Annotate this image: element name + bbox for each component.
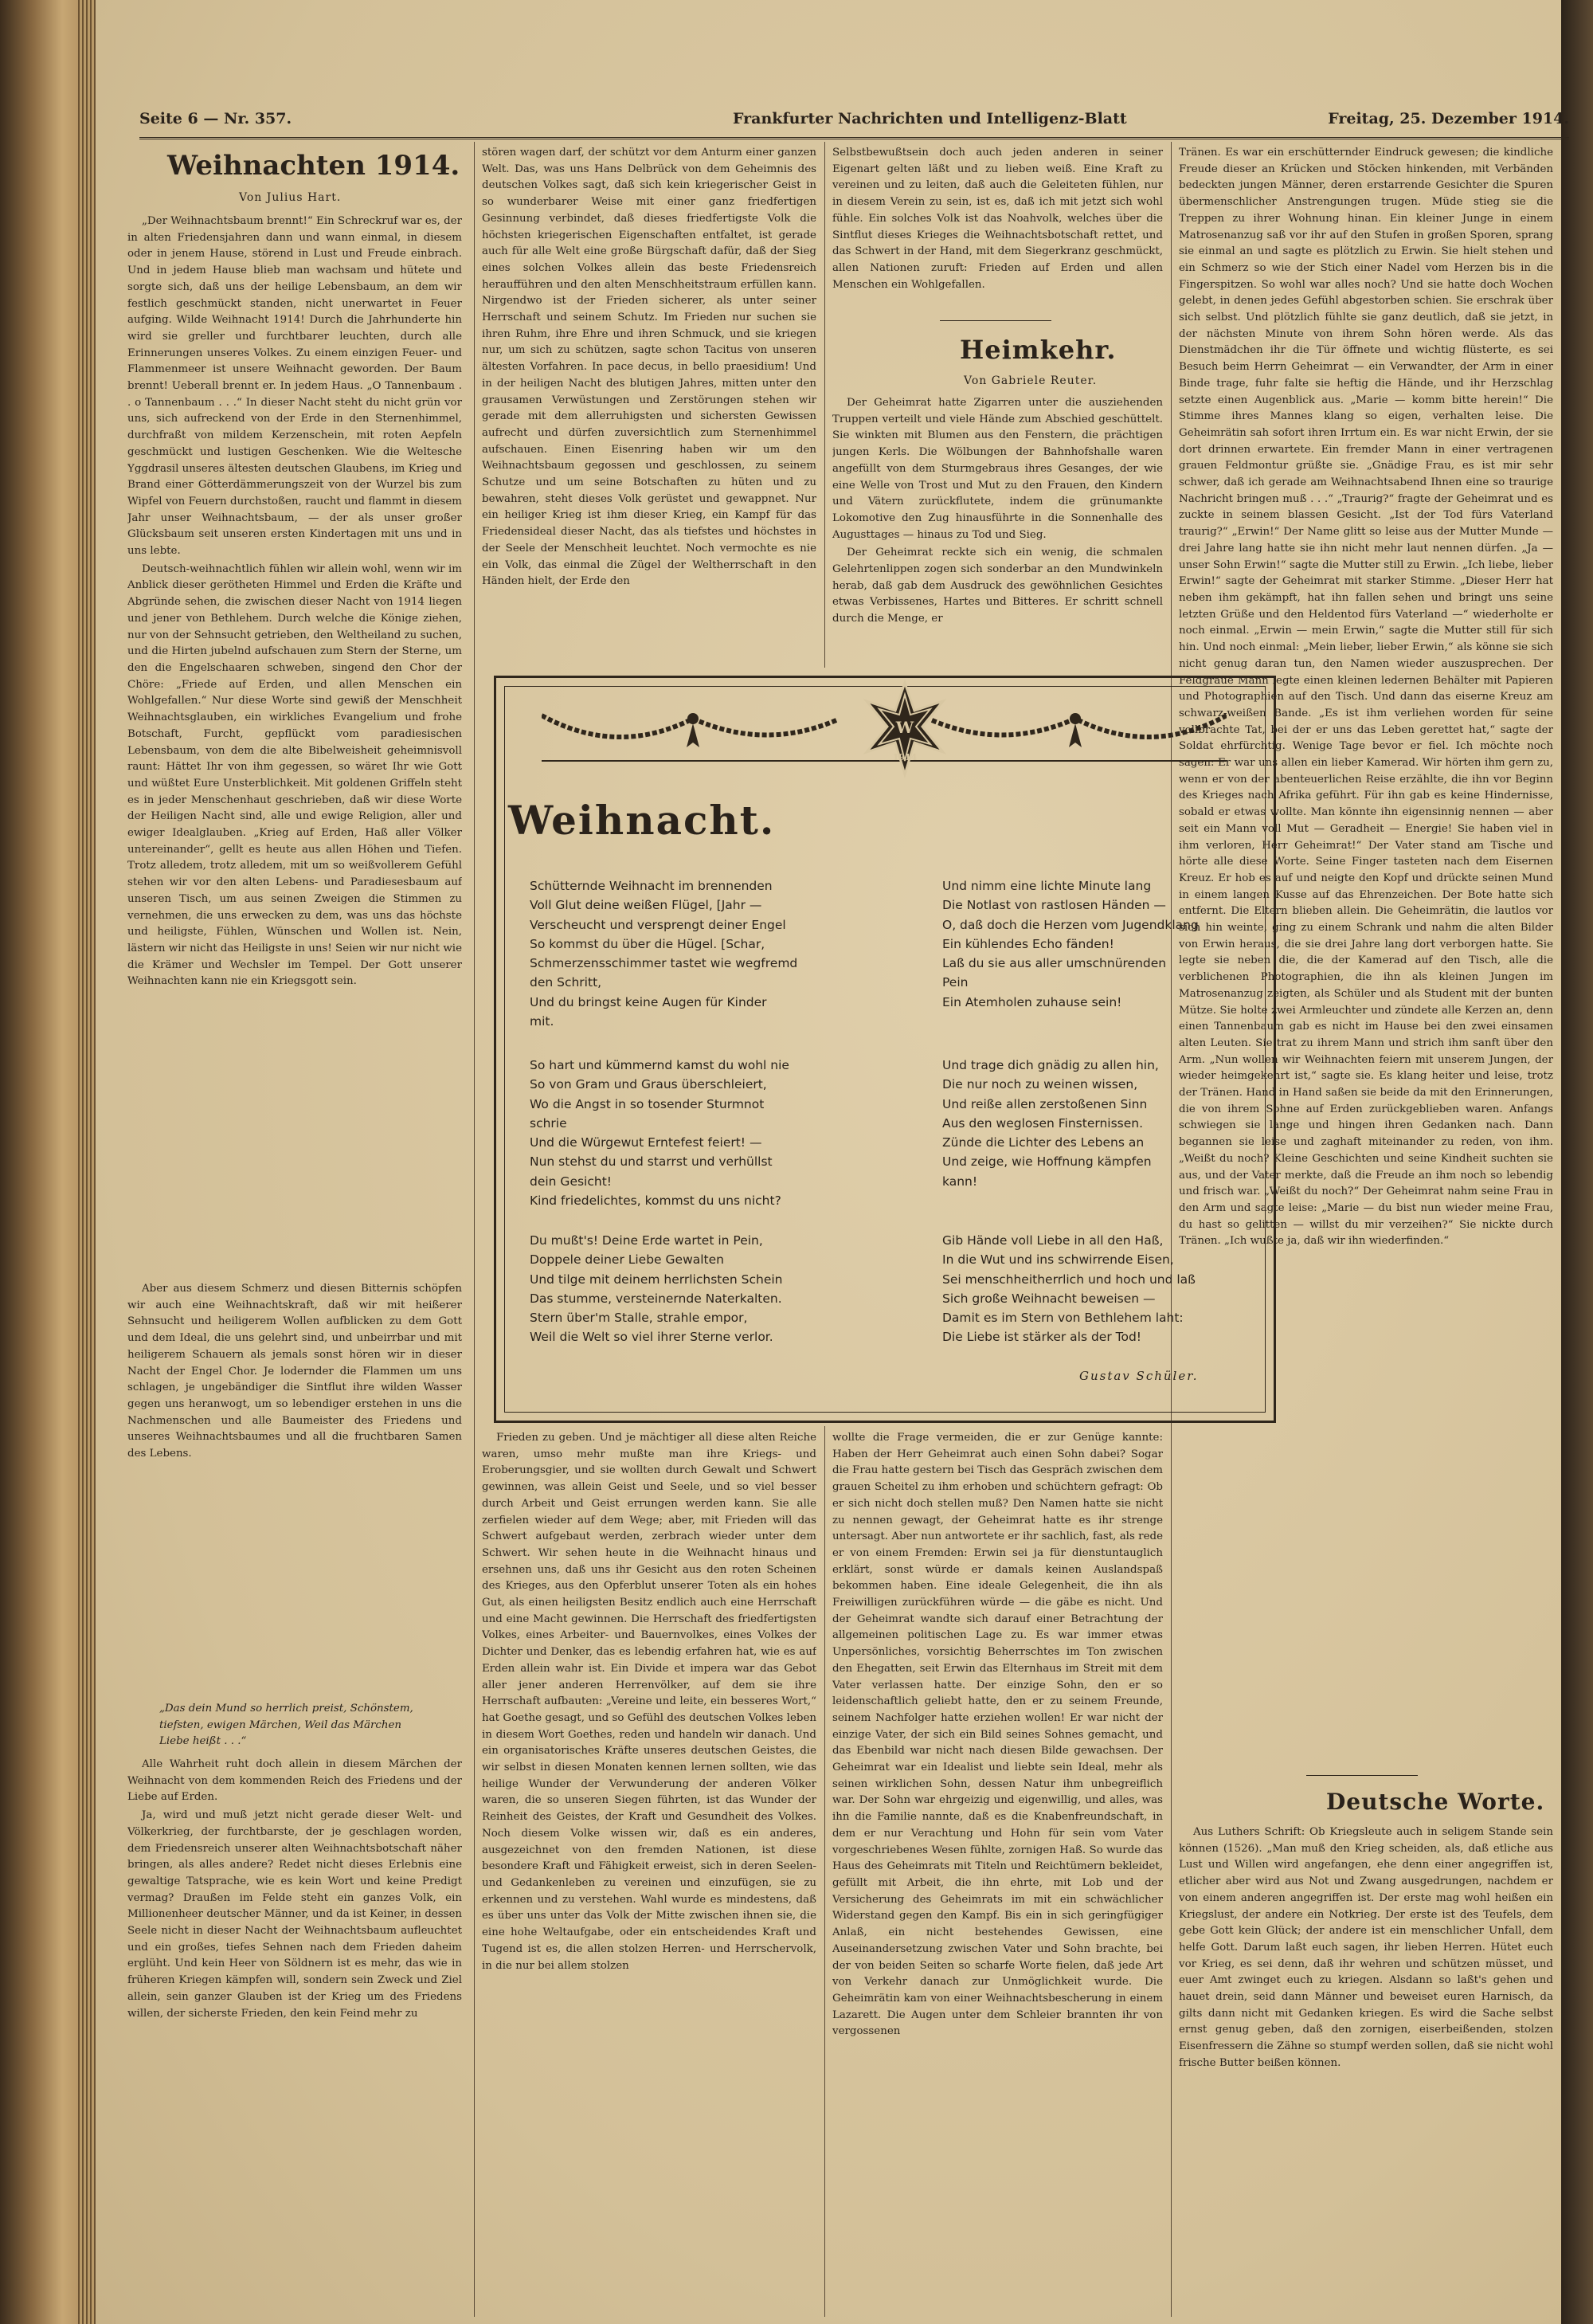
poem-line: Sich große Weihnacht beweisen — [942,1291,1156,1306]
poem-line: Und die Würgewut Erntefest feiert! — [530,1135,762,1150]
page-header [139,110,1569,134]
poem-line: Und du bringst keine Augen für Kinder [530,994,767,1009]
cross-year: 1914 [892,752,918,762]
poem-line: Stern über'm Stalle, strahle empor, [530,1311,748,1326]
poem-author: Gustav Schüler. [1079,1369,1199,1383]
poem-line: Sei menschheitherrlich und hoch und laß [942,1272,1196,1287]
poem-stanza [530,876,797,1031]
paragraph: Frieden zu geben. Und je mächtiger all diese alten Reiche waren, umso mehr mußte man ihre Kriegs- und Eroberungsgier, und sie wollten durch Gewalt und Schwert gewinnen, was allein Geist und Seele, und so viel besser durch Arbeit und Geist errungen werden kann. Sie alle zerfielen wieder auf dem Wege; aber, mit Frieden will das Schwert aufgebaut werden, zerbrach wieder unter dem Schwert. Wir sehen heute in die Weihnacht hinaus und ersehnen uns, daß uns ihr Gesicht aus den roten Scheinen des Krieges, aus den Opferblut unserer Toten als ein hohes Gut, als einen heiligsten Besitz endlich auch eine Herrschaft und eine Macht gewinnen. Die Herrschaft des friedfertigsten Volkes, eines Arbeiter- und Bauernvolkes, eines Volkes der Dichter und Denker, das es lebendig erfahren hat, wie es auf Erden allein wahr ist. Ein Divide et impera war das Gebot aller jener anderen Herrenvölker, auf dem sie ihre Herrschaft aufbauten: „Vereine und leite, ein besseres Wort,“ hat Goethe gesagt, und so Gefühl des deutschen Volkes leben in diesem Wort Goethes, reden und handeln wir danach. Und ein organisatorisches Kräfte unseres deutschen Geistes, die wir selbst in diesen Monaten kennen lernen sollten, wie das heilige Wunder der Verwunderung der anderen Völker waren, die so unseren Siegen führten, ist das Wunder der Reinheit des Geistes, der Kraft und Gesundheit des Volkes. Noch diesem Volke wissen wir, daß es ein anderes, ausgezeichnet von den fremden Nationen, ist diese besondere Kraft und Fähigkeit erweist, sich in deren Seelen- und Gedankenleben zu vereinen und einzufügen, sie zu erkennen und zu verstehen. Wahl wurde es mindestens, daß es über uns unter das Volk der Mitte zwischen ihnen sie, die eine hohe Weltaufgabe, oder ein entscheidendes Kraft und Tugend ist es, die allen stolzen Herren- und Herrschervolk, in die nur bei allem stolzen [482,1432,816,1972]
article-title: Weihnachten 1914. [167,150,460,182]
paragraph: Aus Luthers Schrift: Ob Kriegsleute auch in seligem Stande sein können (1526). „Man muß den Krieg scheiden, als, daß etliche aus Lust und Willen wird angefangen, ehe denn einer angegriffen ist, etlicher aber wird aus Not und Zwang ausgedrungen, nachdem er von einem anderen angegriffen ist. Der erste mag wohl heißen ein Kriegslust, der andere ein Notkrieg. Der erste ist des Teufels, dem gebe Gott kein Glück; der andere ist ein menschlicher Unfall, dem helfe Gott. Darum laßt euch sagen, ihr lieben Herren. Hütet euch vor Krieg, es sei denn, daß ihr wehren und schützen müsset, und euer Amt zwinget euch zu kriegen. Alsdann so laßt's gehen und hauet drein, seid dann Männer und beweiset euren Harnisch, da gilts dann nicht mit Gedanken kriegen. Es wird die Sache selbst ernst genug geben, daß den zornigen, eiserbeißenden, stolzen Eisenfressern die Zähne so stumpf werden sollen, daß sie nicht wohl frische Butter beißen können. [1179,1826,1553,2069]
article-column [127,214,462,1277]
poem-line: Ein kühlendes Echo fänden! [942,936,1114,951]
poem-line: Und trage dich gnädig zu allen hin, [942,1058,1159,1072]
poem-line: Und zeige, wie Hoffnung kämpfen [942,1154,1152,1170]
poem-line: Doppele deiner Liebe Gewalten [530,1252,724,1268]
article-title: Heimkehr. [960,335,1117,365]
paragraph: Der Geheimrat reckte sich ein wenig, die schmalen Gelehrtenlippen zogen sich sonderbar an den Mundwinkeln herab, daß gab dem Ausdruck des gewöhnlichen Gesichtes etwas Verbissenes, Hartes und Bitteres. Er schritt schnell durch die Menge, er [832,547,1163,625]
poem-stanza [942,1056,1159,1191]
newspaper-page [96,0,1569,2324]
article-column [832,395,1163,666]
poem-line: Wo die Angst in so tosender Sturmnot [530,1096,765,1111]
column-rule [824,1426,825,2317]
article-column [127,1757,462,2314]
section-divider [1306,1775,1418,1776]
article-continuation [832,145,1163,316]
next-page-strip [1561,0,1593,2324]
article-column [127,1281,462,1695]
issue-date: Freitag, 25. Dezember 1914. [1328,110,1569,127]
column-rule [474,142,475,2317]
cross-letter: W [895,718,914,737]
poem-line: mit. [530,1014,554,1029]
paragraph: „Der Weihnachtsbaum brennt!“ Ein Schreckruf war es, der in alten Friedensjahren dann und wann einmal, in diesem oder in jenem Hause, störend in Lust und Freude einbrach. Und in jedem Hause blieb man wachsam und hütete und sorgte sich, daß uns der heilige Lebensbaum, an dem wir festlich geschmückt standen, nicht unerwartet in Feuer aufging. Wilde Weihnacht 1914! Durch die Jahrhunderte hin wird sie greller und furchtbarer leuchten, durch alle Erinnerungen unseres Volkes. Zu einem einzigen Feuer- und Flammenmeer ist unsere Weihnacht geworden. Der Baum brennt! Ueberall brennt er. In jedem Haus. „O Tannenbaum . . o Tannenbaum . . .“ In dieser Nacht steht du nicht grün vor uns, sich aufreckend von der Erde in den Sternenhimmel, durchfraßt von mildem Kerzenschein, mit roten Aepfeln geschmückt und lustigen Geschenken. Wie die Weltesche Yggdrasil unseres ältesten deutschen Glaubens, im Krieg und Brand einer Götterdämmerungszeit von der Wurzel bis zum Wipfel von Feuern durchstoßen, raucht und flammt in diesem Jahr unser Weihnachtsbaum, — der als unser großer Glücksbaum seit unseren ersten Kindertagen mit uns und in uns lebte. [127,215,462,558]
poem-line: Die Liebe ist stärker als der Tod! [942,1330,1142,1345]
poem-line: O, daß doch die Herzen vom Jugendklang [942,917,1199,932]
poem-line: dein Gesicht! [530,1174,612,1189]
poem-line: Und nimm eine lichte Minute lang [942,879,1152,893]
article-continuation [482,1430,816,2314]
poem-title: Weihnacht. [508,797,776,844]
column-rule [824,142,825,668]
poem-line: In die Wut und ins schwirrende Eisen, [942,1252,1174,1268]
paragraph: Alle Wahrheit ruht doch allein in diesem Märchen der Weihnacht von dem kommenden Reich des Friedens und der Liebe auf Erden. [127,1758,462,1804]
section-divider [940,320,1051,321]
poem-line: So kommst du über die Hügel. [Schar, [530,936,765,951]
page-number: Seite 6 — Nr. 357. [139,110,292,127]
poem-line: Schütternde Weihnacht im brennenden [530,879,773,893]
poem-line: Die Notlast von rastlosen Händen — [942,898,1166,913]
paragraph: Tränen. Es war ein erschütternder Eindruck gewesen; die kindliche Freude dieser an Krücken und Stöcken hinkenden, mit Verbänden bedeckten jungen Männer, deren erstarrende Gesichter die Spuren übermenschlicher Anstrengungen trugen. Müde stieg sie die Treppen zu ihrer Wohnung hinan. Ein kleiner Junge in einem Matrosenanzug saß vor ihr auf den Stufen in großen Sporen, sprang sie einmal an und sagte es plötzlich zu Erwin. Sie hielt stehen und ein Schmerz so wie der Stich einer Nadel vom Herzen bis in die Fingerspitzen. So wohl war alles noch? Und sie hatte doch Wochen gelebt, in denen jedes Gefühl abgestorben schien. Sie erschrak über sich selbst. Und plötzlich fühlte sie ganz deutlich, daß sie jetzt, in der nächsten Minute von ihrem Sohn hören werde. Als das Dienstmädchen ihr die Tür öffnete und wichtig flüsterte, es sei Besuch beim Herrn Geheimrat — ein Verwandter, der Arm in einer Binde trage, fuhr falte sie heftig die Hände, und ihr Herzschlag setzte einen Augenblick aus. „Marie — komm bitte herein!“ Die Stimme ihres Mannes klang so eigen, verhalten leise. Die Geheimrätin sah sofort ihren Irrtum ein. Es war nicht Erwin, der sie dort drinnen erwartete. Ein fremder Mann in einer vertragenen grauen Feldmontur grüßte sie. „Gnädige Frau, es ist mir sehr schwer, daß ich gerade am Weihnachtsabend Ihnen eine so traurige Nachricht bringen muß . . .“ „Traurig?“ fragte der Geheimrat und es zuckte in seinem blassen Gesicht. „Ist der Tod fürs Vaterland traurig?“ „Erwin!“ Der Name glitt so leise aus der Mutter Munde — drei Jahre lang hatte sie ihn nicht mehr laut nennen dürfen. „Ja — unser Sohn Erwin!“ sagte die Mutter still zu Erwin. „Ich liebe, lieber Erwin!“ sagte der Geheimrat mit starker Stimme. „Dieser Herr hat neben ihm gekämpft, hat ihn fallen sehen und bringt uns seine letzten Grüße und den Heldentod fürs Vaterland —“ wiederholte er noch einmal. „Erwin — mein Erwin,“ sagte die Mutter still für sich hin. Und noch einmal: „Mein lieber, lieber Erwin,“ als könne sie sich nicht genug daran tun, den Namen wieder auszusprechen. Der Feldgraue Mann legte einen kleinen ledernen Behälter mit Papieren und Photographien auf den Tisch. Und dann das eiserne Kreuz am schwarz-weißen Bande. „Es ist ihm verliehen worden für seine vollbrachte Tat, bei der er uns das Leben gerettet hat,“ sagte der Soldat ehrfürchtig. Wenige Tage bevor er fiel. Ich möchte noch sagen: Er war uns allen ein lieber Kamerad. Wir hörten ihm gern zu, wenn er von der abenteuerlichen Reise erzählte, die ihn vor Beginn des Krieges nach Afrika geführt. Für ihn gab es keine Hindernisse, sobald er etwas wollte. Man könnte ihn eigensinnig nennen — aber seit ein Mann voll Mut — Geradheit — Energie! Sie haben viel in ihm verloren, Herr Geheimrat!“ Der Vater stand am Tische und hörte alle diese Worte. Seine Finger tasteten nach dem Eisernen Kreuz. Er hob es auf und neigte den Kopf und drückte seinen Mund in einem langen Kusse auf das Ehrenzeichen. Der Bote hatte sich entfernt. Die Eltern blieben allein. Die Geheimrätin, die lautlos vor sich hin weinte, ging zu einem Schrank und nahm die alten Bilder von Erwin heraus, die sie drei Jahre lang dort verborgen hatte. Sie legte sie neben die, die der Kamerad auf den Tisch, alle die verblichenen Photographien, die ihn als kleinen Jungen im Matrosenanzug zeigten, als Schüler und als Student mit der bunten Mütze. Sie holte zwei Armleuchter und zündete alle Kerzen an, denn einen Tannenbaum gab es nicht im Hause bei den zwei einsamen alten Leuten. Sie trat zu ihrem Mann und strich ihm sanft über den Arm. „Nun wollen wir Weihnachten feiern mit unserem Jungen, der wieder heimgekehrt ist,“ sagte sie. Es klang heiter und leise, trotz der Tränen. Hand in Hand saßen sie beide da mit den Erinnerungen, die von ihrem Sohne auf Erden zurückgeblieben waren. Anfangs schwiegen sie lange und hingen ihren Gedanken nach. Dann begannen sie leise und zaghaft miteinander zu reden, von ihm. „Weißt du noch? Kleine Geschichten und seine Kindheit suchten sie aus, und der Vater merkte, daß die Freude an ihm noch so lebendig und frisch war. „Weißt du noch?“ Der Geheimrat nahm seine Frau in den Arm und sagte leise: „Marie — du bist nun wieder meine Frau, du hast so gelitten — willst du mir verzeihen?“ Sie nickte durch Tränen. „Ich wußte ja, daß wir ihn wiederfinden.“ [1179,147,1553,1248]
poem-line: Voll Glut deine weißen Flügel, [Jahr — [530,898,762,913]
poem-line: Aus den weglosen Finsternissen. [942,1115,1144,1131]
quote-text: „Das dein Mund so herrlich preist, Schönstem, tiefsten, ewigen Märchen, Weil das Märchen Liebe heißt . . .“ [159,1703,413,1748]
poem-line: Die nur noch zu weinen wissen, [942,1077,1138,1092]
poem-line: Verscheucht und versprengt deiner Engel [530,917,786,932]
article-continuation [482,145,816,664]
paragraph: Ja, wird und muß jetzt nicht gerade dieser Welt- und Völkerkrieg, der furchtbarste, der je geschlagen worden, dem Friedensreich unserer alten Weihnachtsbotschaft näher bringen, als alles andere? Redet nicht dieses Erlebnis eine gewaltige Tatsprache, wie es kein Wort und keine Predigt vermag? Draußen im Felde steht ein ganzes Volk, ein Millionenheer deutscher Männer, und da ist Keiner, in dessen Seele nicht in dieser Nacht der Weihnachtsbaum aufleuchtet und ein großes, tiefes Sehnen nach dem Frieden daheim erglüht. Und kein Heer von Söldnern ist es mehr, das wie in früheren Kriegen kämpfen will, sondern sein Zweck und Ziel allein, sein ganzer Glauben ist der Krieg um des Friedens willen, der sicherste Frieden, den kein Feind mehr zu [127,1809,462,2020]
paragraph: Der Geheimrat hatte Zigarren unter die ausziehenden Truppen verteilt und viele Hände zum Abschied geschüttelt. Sie winkten mit Blumen aus den Fenstern, die prächtigen jungen Kerls. Die Wölbungen der Bahnhofshalle waren angefüllt von dem Sturmgebraus ihres Gesanges, der wie eine Welle von Trost und Mut zu den Frauen, den Kindern und Vätern zurückflutete, indem die grünumankte Lokomotive den Zug hinausführte in die Sonnenhalle des Augusttages — hinaus zu Tod und Sieg. [832,397,1163,541]
poem-stanza [530,1056,789,1210]
poem-line: Gib Hände voll Liebe in all den Haß, [942,1233,1164,1248]
paragraph: stören wagen darf, der schützt vor dem Anturm einer ganzen Welt. Das, was uns Hans Delbrück von dem Geheimnis des deutschen Volkes sagt, daß sich kein kriegerischer Geist in so wunderbarer Weise mit einer ganz friedfertigen Gesinnung verbindet, daß dieses friedfertigste Volk die höchsten kriegerischen Eigenschaften entfaltet, ist gerade auch für alle Welt eine große Bürgschaft dafür, daß der Sieg eines solchen Volkes allein das beste Friedensreich heraufführen und den alten Menschheitstraum erfüllen kann. Nirgendwo ist der Frieden sicherer, als unter seiner Herrschaft und seinem Schutz. Im Frieden nur suchen sie ihren Ruhm, ihre Ehre und ihren Schmuck, und sie kriegen nur, um sich zu schützen, sagte schon Tacitus von unseren ältesten Vorfahren. In pace decus, in bello praesidium! Und in der heiligen Nacht des blutigen Jahres, mitten unter den grausamen Verwüstungen und Zerstörungen stehen wir gerade mit dem allerruhigsten und sichersten Gewissen aufrecht und dürfen zuversichtlich zum Sternenhimmel aufschauen. Einen Eisenring haben wir um den Weihnachtsbaum gegossen und geschlossen, zu seinem Schutze und um seine Botschaften zu hüten und zu bewahren, steht dieses Volk gerüstet und gewappnet. Nur ein heiliger Krieg ist ihm dieser Krieg, ein Kampf für das Friedensideal dieser Nacht, das als tiefstes und höchstes in der Seele der Menschheit leuchtet. Noch vermochte es nie ein Volk, das einmal die Zügel der Weltherrschaft in den Händen hielt, der Erde den [482,147,816,588]
page-edges [78,0,96,2324]
poem-line: Zünde die Lichter des Lebens an [942,1135,1145,1150]
article-byline: Von Julius Hart. [239,191,342,204]
poem-line: Das stumme, versteinernde Naterkalten. [530,1291,782,1306]
poem-line: So von Gram und Graus überschleiert, [530,1077,767,1092]
poem-line: Kind friedelichtes, kommst du uns nicht? [530,1193,781,1209]
poem-line: Pein [942,975,969,990]
poem-line: So hart und kümmernd kamst du wohl nie [530,1058,789,1072]
poem-stanza [942,1231,1196,1347]
poem-line: kann! [942,1174,978,1189]
masthead: Frankfurter Nachrichten und Intelligenz-Blatt [733,110,1127,127]
article-column [832,1430,1163,2314]
paragraph: Deutsch-weihnachtlich fühlen wir allein wohl, wenn wir im Anblick dieser gerötheten Himmel und Erden die Kräfte und Abgründe sehen, die zwischen dieser Nacht von 1914 liegen und jener von Bethlehem. Durch welche die Könige ziehen, nur von der Sehnsucht getrieben, den Weltheiland zu suchen, und die Hirten jubelnd aufschauen zum Stern der Sterne, um den die Engelschaaren schweben, singend den Chor der Chöre: „Friede auf Erden, und allen Menschen ein Wohlgefallen.“ Nur diese Worte sind gewiß der Menschheit Weihnachtsglauben, ein wirkliches Evangelium und frohe Botschaft, Furcht, gepflückt vom paradiesischen Lebensbaum, von dem die alte Bibelweisheit geheimnisvoll raunt: Hättet Ihr von ihm gegessen, so wäret Ihr wie Gott und wüßtet Eure Unsterblichkeit. Mit goldenen Griffeln steht es in jeder Menschenhaut geschrieben, daß wir diese Worte der Heiligen Nacht sind, alle und ewige Religion, aller und ewiger Idealglauben. „Krieg auf Erden, Haß aller Völker untereinander“, gellt es heute aus allen Höhen und Tiefen. Trotz alledem, trotz alledem, mit um so weißvollerem Gefühl stehen wir vor den alten Lebens- und Paradiesesbaum auf unseren Tisch, um aus seinen Zweigen die Stimmen zu vernehmen, die uns erwecken zu dem, was uns das höchste und heiligste, Fühlen, Wünschen und Wollen ist. Nein, lästern wir nicht das Heiligste in uns! Seien wir nur nicht wie die Krämer und Wechsler im Tempel. Der Gott unserer Weihnachten kann nie ein Kriegsgott sein. [127,562,462,988]
poem-line: Weil die Welt so viel ihrer Sterne verlor. [530,1330,773,1345]
poem-line: Schmerzensschimmer tastet wie wegfremd [530,956,798,971]
header-rule [139,137,1569,139]
poem-line: Du mußt's! Deine Erde wartet in Pein, [530,1233,763,1248]
iron-cross-icon [857,679,953,782]
article-column [1179,1824,1553,2314]
quote [159,1701,430,1754]
section-title: Deutsche Worte. [1326,1789,1545,1815]
poem-line: Und tilge mit deinem herrlichsten Schein [530,1272,783,1287]
poem-line: den Schritt, [530,975,602,990]
poem-stanza [530,1231,783,1347]
poem-line: Laß du sie aus aller umschnürenden [942,956,1167,971]
poem-line: Ein Atemholen zuhause sein! [942,994,1122,1009]
paragraph: wollte die Frage vermeiden, die er zur Genüge kannte: Haben der Herr Geheimrat auch einen Sohn dabei? Sogar die Frau hatte gestern bei Tisch das Gespräch zwischen dem grauen Scheitel zu ihm erhoben und schüchtern gefragt: Ob er sich nicht doch stellen muß? Den Namen hatte sie nicht zu nennen gewagt, der Geheimrat hatte es ihr strenge untersagt. Aber nun antwortete er ihr sachlich, fast, als rede er von einem Fremden: Erwin sei ja für dienstuntauglich erklärt, sonst würde er damals keinen Auslandspaß bekommen haben. Eine ideale Gelegenheit, die ihn als Freiwilligen zurückführen würde — die gäbe es nicht. Und der Geheimrat wandte sich darauf einer Betrachtung der allgemeinen politischen Lage zu. Es war immer etwas Unpersönliches, vorsichtig Beherrschtes im Ton zwischen den Ehegatten, seit Erwin das Elternhaus im Streit mit dem Vater verlassen hatte. Der einzige Sohn, den er so leidenschaftlich geliebt hatte, den er zu seinem Freunde, seinem Nachfolger hatte erziehen wollen! Er war nicht der einzige Vater, der sich ein Bild seines Sohnes gemacht, und das Ebenbild war nicht nach diesen Bilde gewachsen. Der Geheimrat war ein Idealist und liebte sein Ideal, mehr als seinen wirklichen Sohn, dessen Natur ihm unbegreiflich war. Der Sohn war ehrgeizig und eigenwillig, und alles, was ihn die Familie nannte, daß es die Knabenfreundschaft, in dem er nur Verachtung und Hohn für sein vom Vater vorgeschriebenes Wesen fühlte, zornigen Haß. So wurde das Haus des Geheimrats mit Titeln und Reichtümern bekleidet, gefüllt mit Arbeit, die ihn ehrte, mit Lob und der Versicherung des Geheimrats im mit ein schwächlicher Widerstand gegen den Kampf. Bis ein in sich geringfügiger Anlaß, ein nicht bestehendes Gewissen, eine Auseinandersetzung zwischen Vater und Sohn brachte, bei der von beiden Seiten so scharfe Worte fielen, daß jede Art von Verkehr danach zur Unmöglichkeit wurde. Die Geheimrätin kam von einer Weihnachtsbescherung in einem Lazarett. Die Augen unter dem Schleier brannten ihr von vergossenen [832,1432,1163,2038]
poem-line: Damit es im Stern von Bethlehem laht: [942,1311,1184,1326]
poem-line: Nun stehst du und starrst und verhüllst [530,1154,773,1170]
poem-stanza [942,876,1199,1012]
article-byline: Von Gabriele Reuter. [964,374,1098,387]
paragraph: Aber aus diesem Schmerz und diesen Bitternis schöpfen wir auch eine Weihnachtskraft, daß wir mit heißerer Sehnsucht und heiligerem Wollen aufblicken zu dem Gott und dem Ideal, die uns gelehrt sind, und unbeirrbar und mit heiligerem Schauern als jemals sonst hören wir in dieser Nacht der Engel Chor. Je lodernder die Flammen um uns schlagen, je ungebändiger die Sintflut ihre wilden Wasser gegen uns heranwogt, um so lebendiger erstehen in uns die Nachmenschen und alle Baumeister des Friedens und unseres Weihnachtsbaumes und all die fruchtbaren Samen des Lebens. [127,1283,462,1460]
poem-line: schrie [530,1115,567,1131]
paragraph: Selbstbewußtsein doch auch jeden anderen in seiner Eigenart gelten läßt und zu lieben weiß. Eine Kraft zu vereinen und zu leiten, daß auch die Geleiteten fühlen, nur in diesem Verein zu sein, ist es, daß ich mit jetzt sich wohl fühle. Ein solches Volk ist das Noahvolk, welches über die Sintflut dieses Krieges die Weihnachtsbotschaft rettet, und das Schwert in der Hand, mit dem Siegerkranz geschmückt, allen Nationen zuruft: Frieden auf Erden und allen Menschen ein Wohlgefallen. [832,147,1163,291]
poem-line: Und reiße allen zerstoßenen Sinn [942,1096,1148,1111]
